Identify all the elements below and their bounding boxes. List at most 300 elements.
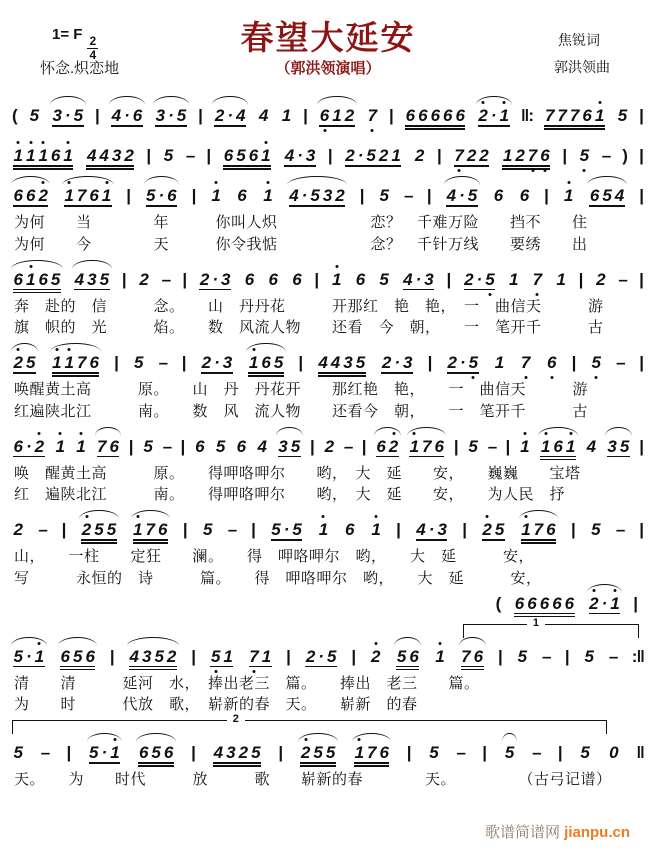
note-digit: 5 [580, 743, 590, 762]
note-digit: 1 [317, 521, 329, 538]
note-digit: 1 [210, 187, 222, 204]
beam-underline [199, 289, 231, 290]
note-digit: 1 [498, 107, 510, 124]
beam-underline [376, 456, 399, 457]
note-group [606, 438, 631, 455]
note-digit: 5 [310, 186, 320, 205]
volta-label: 2 [227, 713, 245, 726]
beam-underline [223, 168, 271, 169]
note-digit: 5 [591, 520, 601, 539]
music-row [6, 425, 650, 463]
slur-arc [407, 427, 446, 436]
octave-dot-above [374, 642, 377, 645]
note-group [503, 744, 515, 761]
beam-underline [248, 372, 283, 373]
note-digit: 5 [290, 436, 301, 456]
lyric-row: 奔 赴的 信 念。 山 丹丹花 开那红 艳 艳， 一 曲信天 游 [14, 297, 604, 315]
note-group [256, 438, 268, 455]
note-digit: 1 [33, 648, 45, 665]
note-digit: 6 [455, 106, 465, 125]
octave-dot-below [488, 293, 491, 296]
note-digit: 5 [236, 146, 246, 165]
note-group [428, 744, 440, 761]
note-digit: 1 [539, 438, 551, 455]
note-group [201, 521, 213, 538]
lyric-row: 清 清 延河 水， 捧出老三 篇。 捧出 老三 篇。 [14, 674, 480, 692]
note-digit: · [459, 353, 466, 372]
note-digit: 7 [569, 106, 580, 125]
note-digit: 2 [345, 146, 355, 165]
composer-credit: 郭洪领曲 [554, 59, 610, 75]
note-digit: · [158, 186, 165, 205]
octave-dot-above [42, 141, 45, 144]
note-digit: 3 [343, 353, 353, 372]
note-digit: 4 [99, 146, 109, 165]
beam-underline [300, 762, 335, 763]
note-digit: 2 [464, 269, 474, 289]
beam-underline [540, 459, 575, 460]
octave-dot-above [598, 101, 601, 104]
beam-underline [13, 666, 45, 667]
note-digit: 2 [238, 743, 249, 762]
duration-dash: – [343, 436, 354, 456]
barline: | [482, 743, 488, 762]
duration-dash: – [487, 436, 498, 456]
note-digit: 6 [564, 593, 575, 613]
note-digit: 1 [564, 438, 576, 455]
note-group [378, 271, 390, 288]
note-digit: 6 [473, 646, 484, 666]
note-digit: 5 [429, 743, 439, 762]
note-digit: 5 [578, 147, 590, 164]
note-digit: 4 [129, 646, 139, 666]
slur-arc [11, 637, 47, 646]
note-group [248, 648, 273, 665]
barline: | [303, 106, 308, 125]
note-digit: 6 [434, 436, 444, 456]
barline: | [114, 353, 119, 372]
note-digit: 6 [244, 269, 255, 289]
octave-dot-above [486, 515, 489, 518]
note-digit: 1 [109, 744, 121, 761]
note-group [555, 271, 567, 288]
note-group [415, 521, 449, 538]
beam-underline [405, 125, 465, 126]
note-digit: 5 [106, 520, 117, 539]
note-digit: 5 [584, 646, 594, 666]
note-digit: · [301, 186, 308, 205]
note-group [154, 107, 188, 124]
beam-underline [319, 125, 354, 126]
note-digit: · [101, 743, 108, 762]
slur-arc [144, 176, 180, 185]
note-group [493, 354, 505, 371]
barline: | [557, 743, 563, 762]
note-group [132, 521, 169, 538]
notation-area [0, 90, 656, 791]
note-group [299, 744, 336, 761]
note-digit: 3 [52, 106, 62, 125]
note-digit: · [601, 593, 608, 613]
beam-underline [403, 289, 435, 290]
note-digit: 7 [77, 353, 87, 372]
note-digit: 6 [223, 146, 234, 165]
note-digit: 2 [299, 744, 311, 761]
score-line [6, 134, 650, 172]
note-group [262, 187, 274, 204]
note-digit: 3 [305, 146, 316, 165]
note-digit: 2 [13, 520, 23, 539]
note-digit: 0 [609, 743, 619, 762]
octave-dot-below [323, 129, 326, 132]
note-digit: 1 [281, 106, 292, 125]
note-digit: 4 [111, 106, 122, 125]
note-group [543, 107, 605, 124]
barline: | [191, 646, 197, 666]
barline: | [146, 146, 152, 165]
note-digit: 6 [409, 646, 419, 666]
note-digit: 1 [494, 353, 505, 372]
beam-underline [213, 762, 261, 763]
note-digit: 1 [24, 147, 36, 164]
barline: | [633, 593, 638, 613]
note-digit: 6 [85, 646, 95, 666]
note-digit: 5 [154, 646, 164, 666]
note-digit: · [214, 353, 220, 372]
note-digit: 6 [195, 436, 205, 456]
note-digit: 6 [493, 186, 504, 205]
note-digit: 5 [271, 520, 281, 539]
beam-underline [249, 666, 272, 667]
slur-arc [50, 343, 102, 352]
site-watermark [485, 821, 630, 842]
note-group [492, 187, 504, 204]
note-digit: 2 [596, 269, 606, 289]
slur-arc [11, 260, 63, 269]
slur-arc [394, 637, 421, 646]
note-group [583, 648, 595, 665]
note-digit: 5 [89, 743, 99, 762]
slur-arc [519, 510, 558, 519]
note-group [12, 438, 46, 455]
note-digit: 1 [593, 107, 605, 124]
note-digit: 5 [467, 186, 478, 205]
octave-dot-above [67, 141, 70, 144]
slur-arc [95, 427, 122, 436]
barline: | [639, 146, 644, 165]
note-digit: 2 [139, 269, 149, 289]
barline: | [562, 146, 568, 165]
note-digit: 4 [614, 186, 625, 205]
music-row [6, 508, 650, 546]
octave-dot-below [583, 169, 586, 172]
note-digit: 2 [447, 353, 457, 372]
score-line [6, 94, 650, 132]
note-digit: 7 [97, 436, 107, 456]
beam-underline [13, 205, 48, 206]
note-digit: 5 [13, 743, 23, 762]
music-row [6, 635, 650, 673]
slur-arc [298, 733, 337, 742]
note-digit: 1 [54, 438, 66, 455]
note-digit: 7 [145, 520, 155, 539]
beam-underline [201, 372, 233, 373]
lyric-row: 唤 醒黄土高 原。 得呷咯呷尔 哟， 大 延 安， 巍巍 宝塔 [14, 464, 581, 482]
note-group [59, 648, 96, 665]
note-digit: 6 [527, 593, 537, 613]
note-digit: 2 [201, 353, 212, 372]
note-digit: 2 [37, 187, 49, 204]
note-group [467, 438, 479, 455]
slur-arc [127, 637, 179, 646]
beam-underline [289, 205, 346, 206]
note-digit: 1 [260, 147, 272, 164]
octave-dot-above [438, 642, 441, 645]
note-digit: 6 [418, 106, 428, 125]
duration-dash: – [227, 520, 238, 539]
note-group [133, 354, 145, 371]
note-group [12, 521, 24, 538]
note-digit: 5 [13, 646, 23, 666]
beam-underline [271, 539, 303, 540]
lyric-row: 红遍陕北江 南。 数 风 流人物 还看今 朝， 一 笔开千 古 [14, 402, 589, 420]
note-digit: 5 [313, 743, 323, 762]
note-group [75, 438, 87, 455]
note-group [616, 107, 628, 124]
note-digit: 6 [248, 146, 259, 165]
note-group [375, 438, 400, 455]
note-group [519, 438, 531, 455]
note-group [595, 271, 607, 288]
repeat-barline: :‖ [631, 646, 644, 666]
note-digit: 1 [520, 521, 532, 538]
note-digit: 3 [402, 353, 413, 372]
octave-dot-above [567, 181, 570, 184]
note-group [317, 354, 367, 371]
time-signature-numerator: 2 [89, 34, 97, 48]
note-group [214, 438, 226, 455]
note-group [317, 521, 329, 538]
note-group [519, 354, 531, 371]
note-digit: 5 [619, 436, 630, 456]
note-digit: 3 [424, 269, 434, 289]
note-group [280, 107, 292, 124]
beam-underline [133, 539, 168, 540]
octave-dot-below [550, 376, 553, 379]
octave-dot-below [253, 670, 256, 673]
note-group [142, 438, 154, 455]
music-row [6, 731, 650, 769]
note-digit: 7 [519, 354, 531, 371]
note-group [516, 648, 528, 665]
note-digit: 4 [403, 269, 413, 289]
note-digit: 1 [261, 646, 272, 666]
barline: | [505, 436, 511, 456]
note-digit: 2 [387, 438, 399, 455]
note-digit: 4 [330, 353, 341, 372]
beam-underline [284, 165, 316, 166]
volta-bracket [463, 616, 639, 638]
duration-dash: – [618, 269, 628, 289]
note-digit: 2 [370, 648, 382, 665]
note-digit: 6 [13, 436, 23, 456]
note-group [194, 438, 206, 455]
beam-underline [138, 762, 173, 763]
note-group [85, 147, 135, 164]
beam-underline [409, 456, 444, 457]
beam-underline [89, 762, 121, 763]
note-digit: 5 [99, 269, 110, 289]
note-digit: 5 [325, 743, 336, 762]
performer-subtitle: （郭洪领演唱） [275, 60, 381, 77]
barline: | [426, 186, 432, 205]
parenthesis: ( [12, 106, 18, 125]
beam-underline [454, 165, 489, 166]
tempo-expression-text: 怀念.炽恋地 [40, 60, 120, 77]
note-digit: 1 [63, 187, 75, 204]
note-group [585, 438, 597, 455]
repeat-barline: ‖: [520, 106, 534, 125]
slur-arc [276, 427, 303, 436]
barline: | [564, 646, 570, 666]
key-signature: 1= F [52, 26, 83, 43]
note-group [402, 271, 436, 288]
beam-underline [514, 613, 574, 614]
beam-underline [133, 542, 168, 543]
beam-underline [589, 613, 621, 614]
note-group [481, 521, 506, 538]
slur-arc [58, 637, 97, 646]
note-digit: 1 [502, 146, 513, 165]
note-digit: 6 [545, 354, 557, 371]
song-title: 春望大延安 [240, 19, 416, 56]
note-digit: 2 [335, 186, 345, 205]
note-digit: 5 [50, 269, 61, 289]
note-digit: 5 [176, 106, 187, 125]
note-digit: 1 [562, 187, 574, 204]
note-group [518, 187, 530, 204]
note-digit: 5 [379, 186, 389, 205]
note-group [145, 187, 179, 204]
beam-underline [248, 375, 283, 376]
note-digit: 6 [430, 106, 441, 125]
duration-dash: – [40, 743, 51, 762]
beam-underline [354, 762, 389, 763]
beam-underline [81, 542, 116, 543]
slur-arc [246, 343, 285, 352]
octave-dot-above [59, 432, 62, 435]
note-digit: · [490, 106, 497, 125]
note-digit: 6 [89, 186, 99, 205]
note-digit: 1 [24, 271, 36, 288]
note-group [212, 744, 262, 761]
note-group [520, 521, 557, 538]
note-digit: 3 [155, 106, 166, 125]
note-group [370, 648, 382, 665]
barline: | [571, 353, 577, 372]
note-digit: 5 [617, 106, 628, 125]
note-digit: 2 [414, 146, 425, 165]
duration-dash: – [158, 353, 169, 372]
beam-underline [13, 168, 73, 169]
slur-arc [109, 96, 145, 105]
note-digit: 1 [223, 646, 233, 666]
note-digit: · [25, 436, 32, 456]
note-digit: 6 [163, 743, 174, 762]
note-digit: 6 [167, 186, 177, 205]
note-group [138, 271, 150, 288]
beam-underline [86, 165, 134, 166]
barline: | [191, 743, 196, 762]
beam-underline [589, 205, 624, 206]
site-url-link[interactable]: jianpu.cn [564, 824, 630, 841]
beam-underline [464, 289, 496, 290]
lyric-row: 为 时 代放 歌， 崭新的春 天。 崭新 的春 [14, 696, 418, 714]
note-digit: 6 [236, 436, 247, 456]
barline: | [310, 436, 315, 456]
note-digit: 1 [37, 147, 49, 164]
note-digit: 6 [237, 186, 247, 205]
note-digit: 5 [396, 646, 407, 666]
music-row [6, 134, 650, 172]
note-group [12, 354, 37, 371]
barline: | [351, 646, 357, 666]
note-group [110, 107, 144, 124]
octave-dot-above [38, 432, 41, 435]
note-group [590, 521, 602, 538]
note-group [12, 147, 74, 164]
beam-underline [214, 125, 246, 126]
beam-underline [13, 292, 61, 293]
beam-underline [544, 125, 604, 126]
barline: | [198, 106, 203, 125]
note-digit: 6 [376, 436, 386, 456]
note-digit: 1 [370, 521, 382, 538]
slur-arc [72, 260, 111, 269]
note-digit: 5 [517, 646, 528, 666]
lyric-row: 唤醒黄土高 原。 山 丹 丹花开 那红艳 艳， 一 曲信天 游 [14, 381, 589, 398]
beam-underline [521, 539, 556, 540]
note-digit: 2 [124, 146, 134, 165]
note-group [588, 595, 622, 612]
barline: | [121, 269, 127, 289]
beam-underline [482, 539, 505, 540]
barline: | [446, 269, 452, 289]
score-line [6, 425, 650, 507]
duration-dash: – [616, 353, 626, 372]
barline: | [639, 106, 644, 125]
note-group [222, 147, 272, 164]
lyric-row: 红 遍陕北江 南。 得呷咯呷尔 哟， 大 延 安， 为人民 抒 [14, 486, 566, 504]
slur-arc [287, 176, 348, 185]
barline: | [286, 646, 291, 666]
barline: | [182, 520, 188, 539]
barline: | [639, 353, 644, 372]
note-digit: 5 [468, 436, 478, 456]
note-group [434, 648, 446, 665]
duration-dash: – [532, 743, 542, 762]
note-digit: 6 [514, 593, 525, 613]
note-digit: · [357, 146, 364, 165]
barline: | [639, 269, 644, 289]
note-digit: 6 [355, 269, 366, 289]
octave-dot-below [536, 293, 539, 296]
note-digit: 6 [13, 269, 23, 289]
slur-arc [459, 637, 486, 646]
note-group [288, 187, 347, 204]
lyric-row: 为何 今 天 你令我惦 念？ 千针万线 要绣 出 [14, 235, 588, 253]
beam-underline [405, 128, 465, 129]
